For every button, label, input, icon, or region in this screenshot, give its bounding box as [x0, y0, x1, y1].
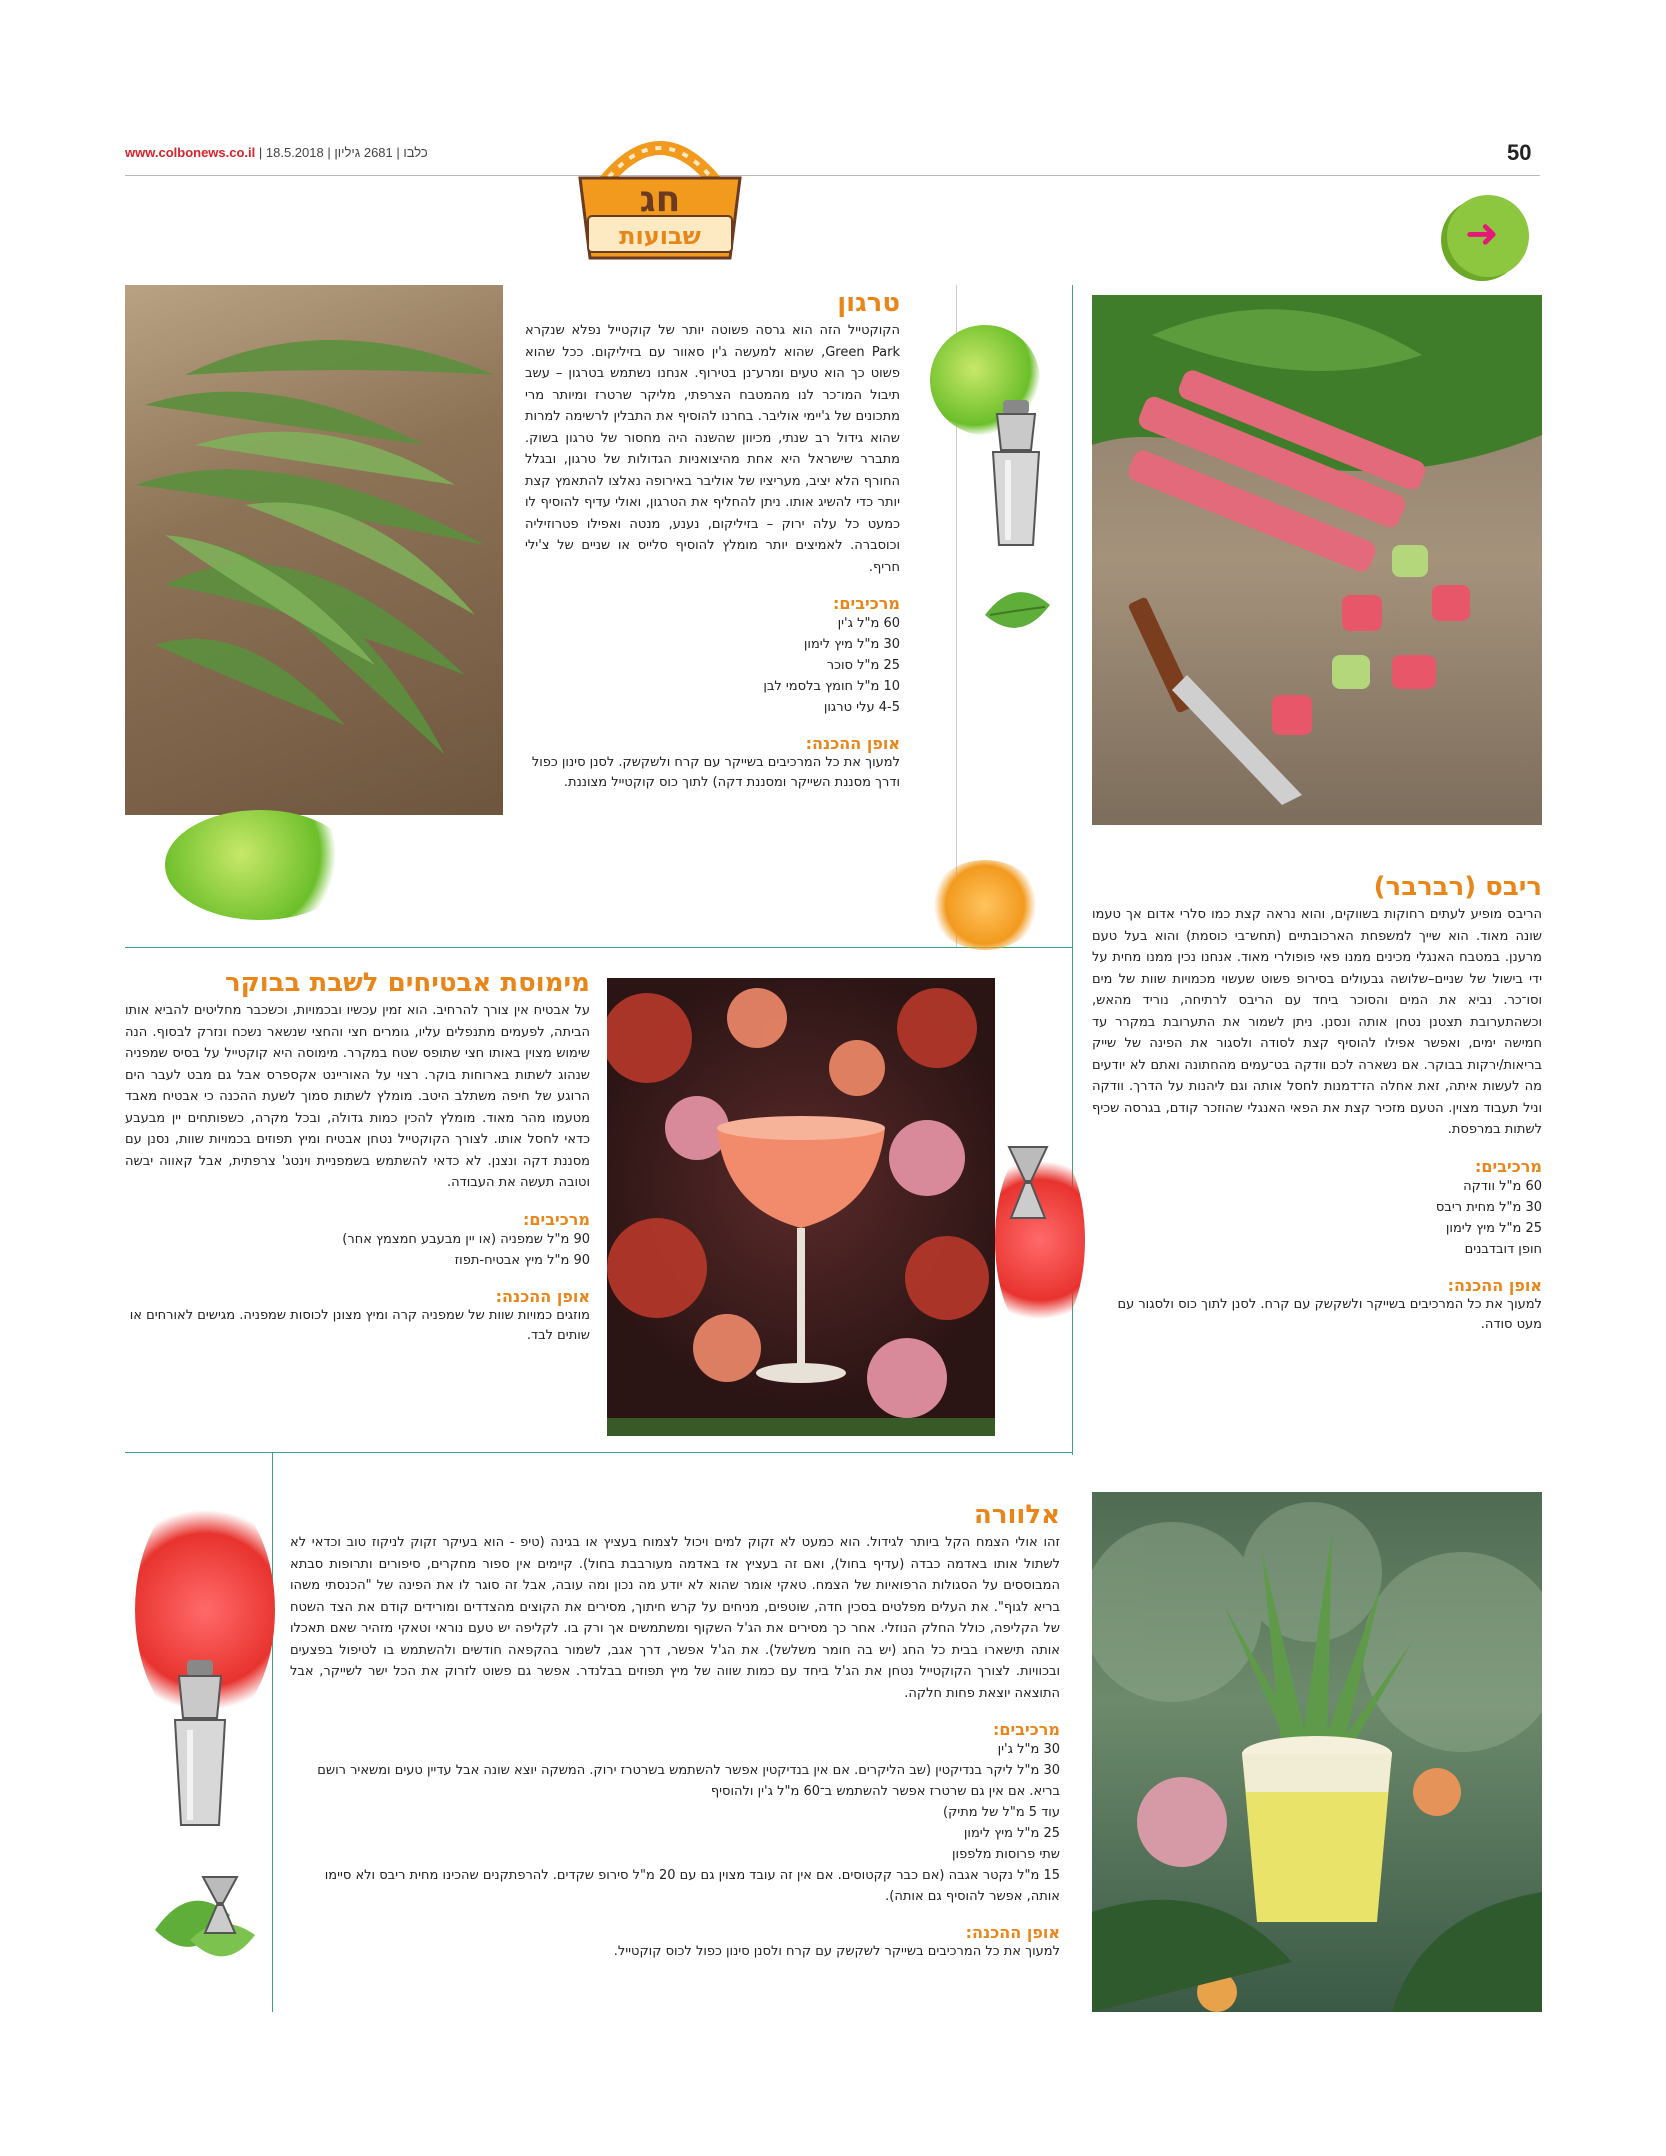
list-item: 60 מ"ל ג'ין: [837, 616, 900, 631]
list-item: 30 מ"ל ליקר בנדיקטין (שב הליקרים. אם אין בנדיקטין אפשר להשתמש בשרטרז ירוק. המשקה יוצא שונה אבל עדיין טעים ומשאיר רושם בריא. אם אין גם שרטרז אפשר להשתמש ב־60 מ"ל ג'ין ולהוסיף: [317, 1763, 1060, 1799]
mimosa-body: על אבטיח אין צורך להרחיב. הוא זמין עכשיו ובכמויות, וכשכבר מחליטים להביא אותו הביתה, לפעמים מתנפלים עליו, גומרים חצי והחצי שנשאר נשכח ונזרק לבסוף. הנה שימוש מצוין באותו חצי שתופס שטח במקרר. מימוסה היא קוקטייל על בסיס שמפניה שנהוג לשתות בארוחות בוקר. רצוי על האוריינט אקספרס אבל גם מבט לעבר הים הרוגע של חיפה משתלב היטב. מומלץ לשתות סמוך לשעת ההכנה כי אבטיח מאבד מטעמו מהר מאוד. מומלץ להכין כמות גדולה, ובכל מקרה, כשפותחים יין מבעבע כדאי לחסל אותו. לצורך הקוקטייל נטחן אבטיח ומיץ תפוזים בכמויות שוות, נסנן עם מסננת דקה ונצנן. לא כדאי להשתמש בשמפניית וינטג' צרפתית, אבל קאווה יבשה וטובה תעשה את העבודה.: [125, 1003, 590, 1190]
list-item: 25 מ"ל סוכר: [826, 658, 900, 673]
rhubarb-body: הריבס מופיע לעתים רחוקות בשווקים, והוא נראה קצת כמו סלרי אדום אך טעמו שונה מאוד. הוא שייך למשפחת הארכובתיים (תחש־בי כוסמת) והוא בעל טעם מרענן. במטבח האנגלי מכינים ממנו פאי פופולרי מאוד. אנחנו נכין ממנו מחית על ידי בישול של שניים–שלושה גבעולים בסירופ פשוט שעשוי מכמויות שוות של מים וסו־כר. נביא את המים והסוכר ביחד עם הריבס לרתיחה, נוריד מהאש, וכשהתערובת תצטנן נטחן אותה ונסנן. ניתן לשמור את התערובת במקרר עד חמישה ימים, ואפשר אפילו להוסיף קצת לסודה ולסגור את הפינה של שייק בריאות/ירקות בבוקר. אם נשארה לכם וודקה בט־עמים מהחתונה ואתם לא יודעים מה לעשות איתה, זאת אחלה הז־דמנות לחסל אותה וגם ליהנות על הדרך. וודקה וניל תעבוד מצוין. הטעם מזכיר קצת את הפאי האנגלי שהוזכר קודם, בגרסה שכיף לשתות במרפסת.: [1092, 907, 1542, 1137]
list-item: 4-5 עלי טרגון: [823, 700, 900, 715]
header-divider: [125, 175, 1540, 176]
rhubarb-title: ריבס (רברבר): [1373, 872, 1542, 902]
list-item: 25 מ"ל מיץ לימון: [963, 1826, 1060, 1841]
list-item: 30 מ"ל ג'ין: [997, 1742, 1060, 1757]
row-divider-2: [125, 1452, 1072, 1453]
tarragon-body: הקוקטייל הזה הוא גרסה פשוטה יותר של קוקטייל נפלא שנקרא Green Park, שהוא למעשה ג'ין סאוור עם בזיליקום. ככל שהוא פשוט כך הוא טעים ומרע־נן בטירוף. אנחנו נשתמש בטרגון – עשב תיבול המו־כר לנו מהמטבח הצרפתי, מליקר שרטרז ומיותר מרי מתכונים של ג'יימי אוליבר. בחרנו להוסיף את התבלין לרשימה למרות שהוא גידול רב שנתי, מכיוון שהשנה היה מחסור של טרגון בשוק. מתברר שישראל היא אחת מהיצואניות הגדולות של טרגון, ובגלל החורף הלא יציב, מעריציו של אוליבר באירופה נאלצו להתאמץ קצת יותר כדי להשיג אותו. ניתן להחליף את הטרגון, ואולי עדיף להוסיף לו כמעט כל עלה ירוק – בזיליקום, נענע, מנטה ואפילו פטרוזיליה וכוסברה. לאמיצים יותר מומלץ להוסיף סלייס או שניים של צ'ילי חריף.: [525, 323, 900, 575]
mimosa-ingredients: [125, 1229, 590, 1271]
issue-info: | כלבו | 2681 גיליון | 18.5.2018: [258, 145, 428, 160]
tarragon-photo: [125, 285, 503, 815]
row-divider-1: [125, 947, 1072, 948]
aloe-title: אלוורה: [973, 1500, 1060, 1530]
list-item: 60 מ"ל וודקה: [1463, 1178, 1542, 1194]
tarragon-ingredients-title: מרכיבים:: [833, 594, 900, 613]
article-aloe: [290, 1500, 1060, 1962]
mimosa-photo: [607, 978, 995, 1436]
aloe-ingredients: [290, 1739, 1060, 1907]
tarragon-method-title: אופן ההכנה:: [805, 734, 900, 753]
list-item: חופן דובדבנים: [1464, 1241, 1542, 1257]
list-item: שתי פרוסות מלפפון: [952, 1847, 1060, 1862]
list-item: 90 מ"ל שמפניה (או יין מבעבע חמצמץ אחר): [342, 1231, 590, 1247]
jigger-icon: [200, 1875, 240, 1935]
list-item: 30 מ"ל מיץ לימון: [803, 637, 900, 652]
cocktail-shaker-icon: [985, 400, 1047, 550]
mimosa-method: מוזגים כמויות שוות של שמפניה קרה ומיץ מצונן לכוסות שמפניה. מגישים לאורחים או שותים לבד.: [129, 1307, 590, 1343]
green-splash-decoration: [165, 810, 355, 920]
site-url[interactable]: www.colbonews.co.il: [125, 145, 256, 160]
list-item: עוד 5 מ"ל של מתיק): [943, 1805, 1060, 1820]
rhubarb-method-title: אופן ההכנה:: [1447, 1275, 1542, 1295]
column-divider-left: [272, 1452, 273, 2012]
tarragon-title: טרגון: [837, 288, 900, 318]
aloe-photo: [1092, 1492, 1542, 2012]
header-meta: [125, 145, 428, 160]
list-item: 10 מ"ל חומץ בלסמי לבן: [763, 679, 900, 694]
arrow-right-icon: ➜: [1465, 211, 1499, 257]
logo-bottom-text: שבועות: [619, 222, 701, 250]
list-item: 90 מ"ל מיץ אבטיח-תפוז: [454, 1252, 590, 1268]
mimosa-ingredients-title: מרכיבים:: [523, 1209, 590, 1229]
mint-leaf-icon: [975, 575, 1055, 655]
tarragon-method: למעוך את כל המרכיבים בשייקר עם קרח ולשקשק. לסנן סינון כפול ודרך מסננת השייקר ומסננת דקה) לתוך כוס קוקטייל מצוננת.: [531, 755, 900, 790]
logo-top-text: חג: [639, 179, 681, 220]
mimosa-method-title: אופן ההכנה:: [495, 1286, 590, 1306]
orange-splash-decoration: [930, 860, 1040, 950]
rhubarb-ingredients-title: מרכיבים:: [1475, 1156, 1542, 1176]
rhubarb-ingredients: [1092, 1176, 1542, 1260]
page-number: 50: [1507, 140, 1532, 165]
jigger-icon: [1005, 1145, 1051, 1220]
mimosa-title: מימוסת אבטיחים לשבת בבוקר: [224, 968, 590, 998]
holiday-logo: [560, 118, 760, 268]
article-tarragon: [525, 288, 900, 793]
list-item: 25 מ"ל מיץ לימון: [1445, 1220, 1542, 1236]
rhubarb-photo: [1092, 295, 1542, 825]
article-mimosa: [125, 968, 590, 1346]
rhubarb-method: למעוך את כל המרכיבים בשייקר ולשקשק עם קרח. לסנן לתוך כוס ולסגור עם מעט סודה.: [1117, 1296, 1542, 1332]
tarragon-ingredients: [525, 613, 900, 718]
aloe-method: למעוך את כל המרכיבים בשייקר לשקשק עם קרח ולסנן סינון כפול לכוס קוקטייל.: [613, 1944, 1060, 1959]
next-page-button[interactable]: [1447, 195, 1529, 277]
cocktail-shaker-icon: [165, 1660, 235, 1830]
aloe-ingredients-title: מרכיבים:: [993, 1720, 1060, 1739]
aloe-body: זהו אולי הצמח הקל ביותר לגידול. הוא כמעט לא זקוק למים ויכול לצמוח בעציץ או בגינה (טיפ - הוא בעיקר זקוק לניקוז טוב וכדאי לא לשתול אותו באדמה כבדה (עדיף בחול), ואם זה בעציץ אז באדמה מעורבבת בחול). קיימים אין ספור מחקרים, סיפורים ותרופות סבתא המבוססים על הסגולות הרפואיות של הצמח. טאקי אומר שהוא לא יודע מה נכון ומה עובה, אבל זה סוגר לו את הפינה של "הכנסתי משהו בריא לגוף". את העלים מפלטים בסכין חדה, שוטפים, מניחים על קרש חיתוך, מסירים את הקוצים מהצדדים ומורידים קודם את הצד השטח של הקליפה, כולל החלק הנוזלי. אחר כך מסירים את הג'ל השקוף ומשתמשים אך ורק בו. לקליפה יש טעם נוראי וטאקי מזהיר שאם תאכלו אותה תישארו בבית כל החג (יש בה חומר משלשל). את הג'ל אפשר, דרך אגב, לשמור בהקפאה חודשים ולהשתמש בו לטיפול בפצעים ובכוויות. לצורך הקוקטייל נטחן את הג'ל ביחד עם כמות שווה של מיץ תפוזים בבלנדר. אפשר גם פשוט לזרוק את הכל ישר לשייקר, אבל התוצאה יוצאת פחות חלקה.: [290, 1535, 1060, 1701]
list-item: 30 מ"ל מחית ריבס: [1435, 1199, 1542, 1215]
list-item: 15 מ"ל נקטר אגבה (אם כבר קקטוסים. אם אין זה עובד מצוין גם עם 20 מ"ל סירופ שקדים. להרפתקנים שהכינו מחית ריבס ולא סיימו אותה, אפשר להוסיף גם אותה).: [324, 1868, 1060, 1904]
article-rhubarb: [1092, 872, 1542, 1335]
aloe-method-title: אופן ההכנה:: [965, 1923, 1060, 1942]
